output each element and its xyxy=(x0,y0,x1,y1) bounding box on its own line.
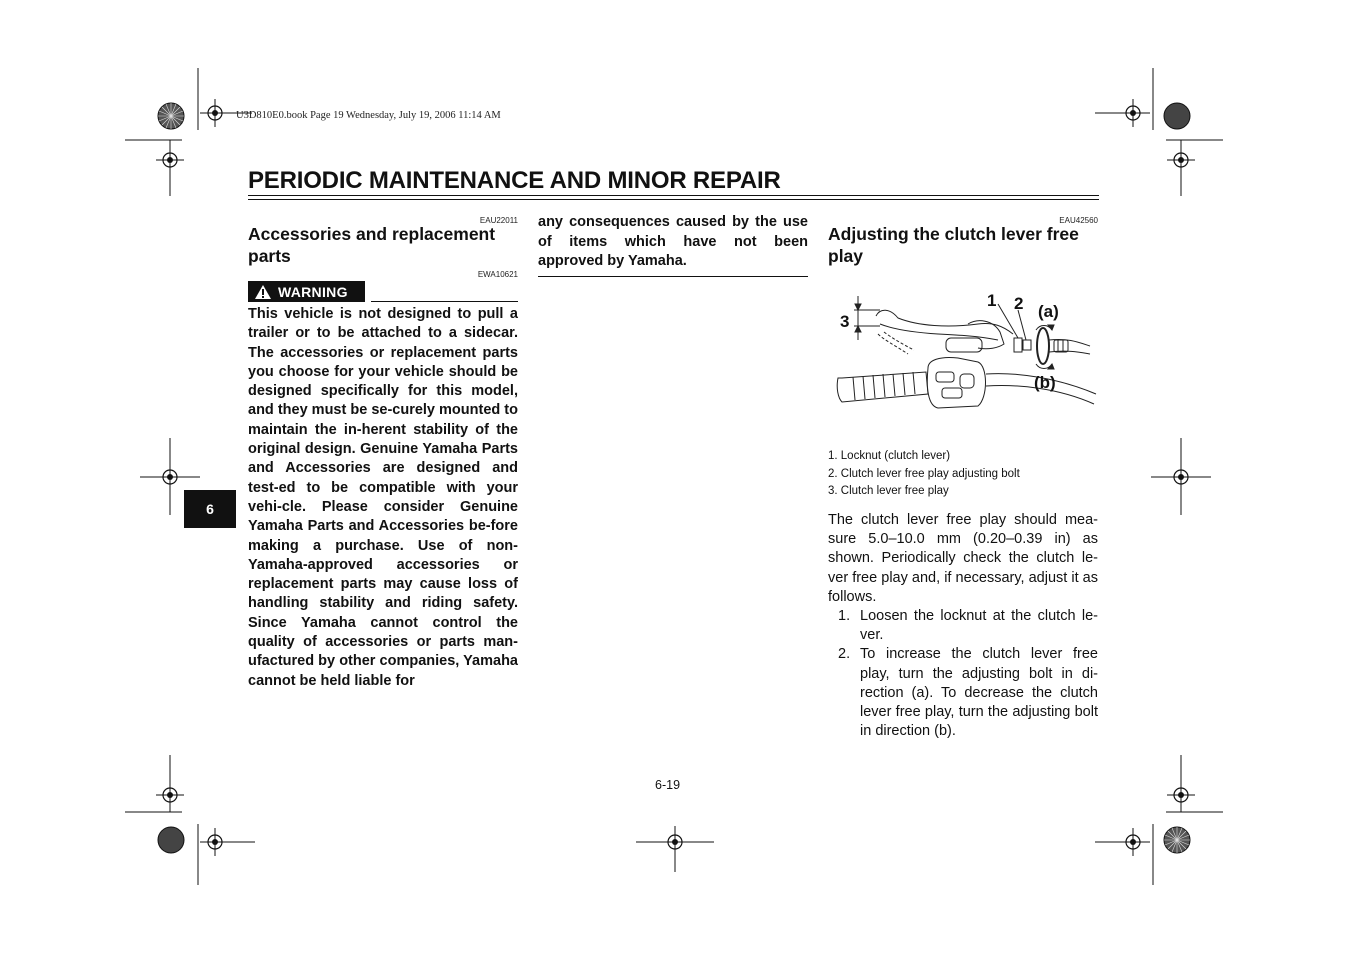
section-code-right: EAU42560 xyxy=(1059,216,1098,225)
list-item xyxy=(828,645,1098,741)
figure-label-2: 2 xyxy=(1014,294,1024,313)
warning-code: EWA10621 xyxy=(477,270,518,279)
section-heading-right: Adjusting the clutch lever free play xyxy=(828,224,1079,266)
registration-mark-icon xyxy=(156,146,184,174)
warning-label: WARNING xyxy=(278,283,348,300)
color-target-icon xyxy=(158,827,184,853)
book-info-line: U3D810E0.book Page 19 Wednesday, July 19, 2006 11:14 AM xyxy=(236,110,501,121)
color-target-icon xyxy=(158,103,184,129)
title-rule xyxy=(248,195,1099,196)
registration-mark-icon xyxy=(1167,781,1195,809)
warning-triangle-icon xyxy=(254,284,272,300)
caption-item: 1. Locknut (clutch lever) xyxy=(828,450,951,462)
section-code: EAU22011 xyxy=(479,216,518,225)
chapter-tab: 6 xyxy=(184,490,236,528)
color-target-icon xyxy=(1164,103,1190,129)
registration-mark-icon xyxy=(156,781,184,809)
page-number: 6-19 xyxy=(655,778,681,792)
figure-label-b: (b) xyxy=(1034,373,1056,392)
registration-mark-icon xyxy=(1167,146,1195,174)
step-text: Loosen the locknut at the clutch le-ver. xyxy=(860,608,1098,644)
step-number: 1. xyxy=(838,608,851,624)
procedure-steps xyxy=(828,607,1098,741)
figure-captions xyxy=(828,448,1020,501)
step-text: To increase the clutch lever free play, turn the adjusting bolt in di-rection (a). To decrease the clutch lever free play, turn the adjusting bolt in direction (b). xyxy=(860,646,1098,740)
section-title: PERIODIC MAINTENANCE AND MINOR REPAIR xyxy=(248,167,781,194)
warning-rule xyxy=(371,301,518,302)
figure-label-1: 1 xyxy=(987,291,997,310)
warning-end-rule xyxy=(538,276,808,277)
title-rule-thin xyxy=(248,199,1099,200)
caption-item: 3. Clutch lever free play xyxy=(828,485,949,497)
color-target-icon xyxy=(1164,827,1190,853)
figure-label-a: (a) xyxy=(1038,302,1059,321)
figure-label-3: 3 xyxy=(840,312,850,331)
step-number: 2. xyxy=(838,646,851,663)
list-item xyxy=(828,607,1098,645)
warning-text-continued: any consequences caused by the use of items which have not been approved by Yamaha. xyxy=(538,214,808,269)
clutch-lever-figure xyxy=(828,288,1100,413)
caption-item: 2. Clutch lever free play adjusting bolt xyxy=(828,467,1020,480)
body-paragraph: The clutch lever free play should mea-sure 5.0–10.0 mm (0.20–0.39 in) as shown. Periodically check the clutch le-ver free play and, if necessary, adjust it as follows. xyxy=(828,512,1098,605)
warning-text: This vehicle is not designed to pull a trailer or to be attached to a sidecar. The accessories or replacement parts you choose for your vehicle should be designed specifically for this model, and they must be se-curely mounted to maintain the in-herent stability of the original design. Genuine Yamaha Parts and Accessories are designed and test-ed to be compatible with your vehi-cle. Please consider Genuine Yamaha Parts and Accessories be-fore making a purchase. Use of non-Yamaha-approved accessories or replacement parts may cause loss of handling stability and riding safety. Since Yamaha cannot control the quality of accessories or parts man-ufactured by other companies, Yamaha cannot be held liable for xyxy=(248,306,518,689)
warning-badge xyxy=(248,281,365,302)
section-heading: Accessories and replacement parts xyxy=(248,224,496,266)
